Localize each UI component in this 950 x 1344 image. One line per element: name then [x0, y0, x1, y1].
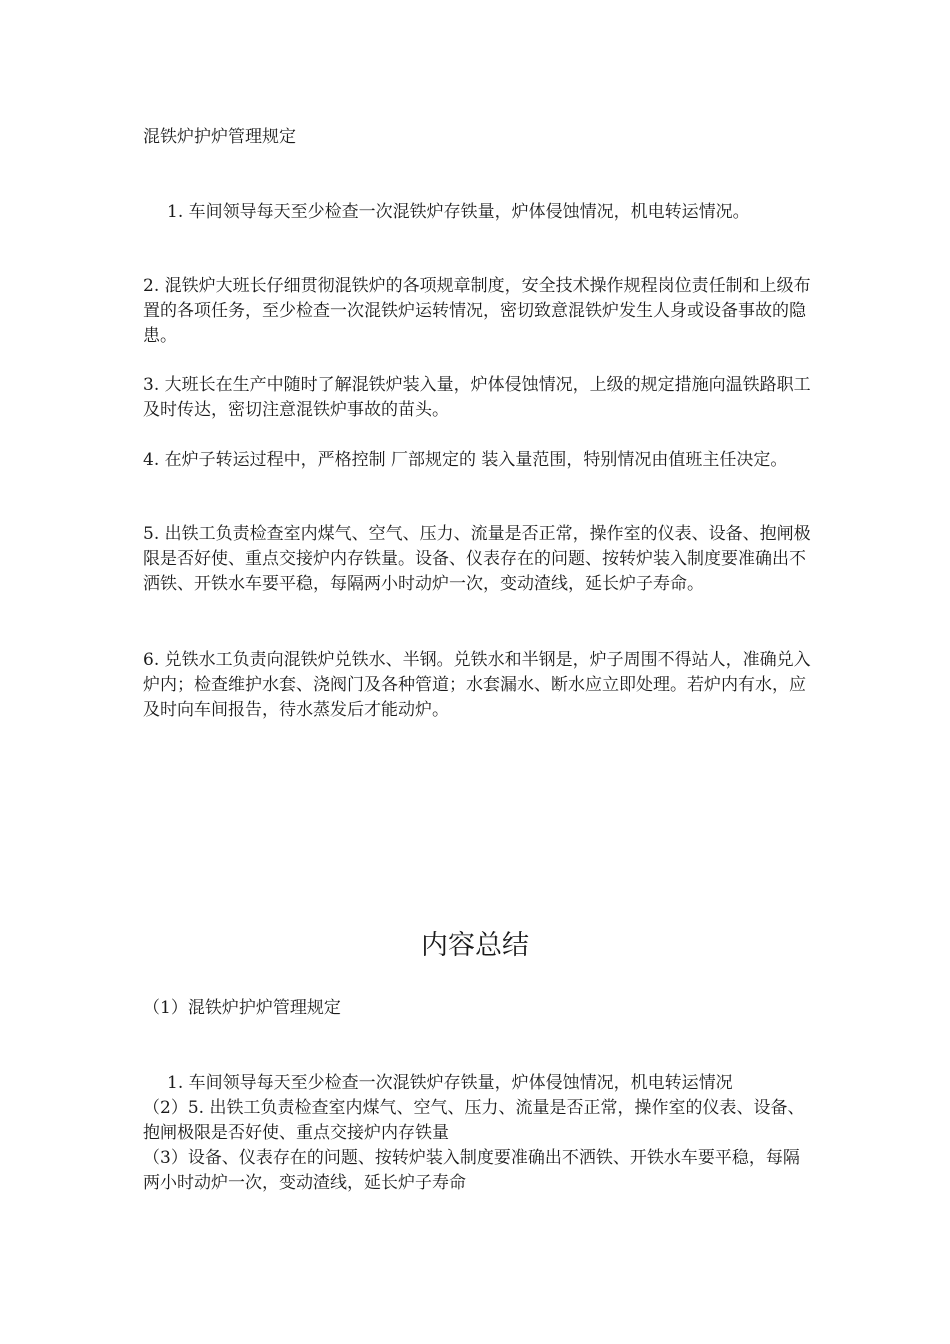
summary-subtitle: （1）混铁炉护炉管理规定: [143, 998, 341, 1018]
paragraph-2: 2. 混铁炉大班长仔细贯彻混铁炉的各项规章制度，安全技术操作规程岗位责任制和上级布置的各项任务，至少检查一次混铁炉运转情况，密切致意混铁炉发生人身或设备事故的隐患。: [143, 276, 811, 346]
paragraph-1: 1. 车间领导每天至少检查一次混铁炉存铁量，炉体侵蚀情况，机电转运情况。: [167, 202, 750, 222]
document-title: 混铁炉护炉管理规定: [143, 127, 296, 147]
summary-heading: 内容总结: [421, 930, 529, 961]
paragraph-5: 5. 出铁工负责检查室内煤气、空气、压力、流量是否正常，操作室的仪表、设备、抱闸极限是否好使、重点交接炉内存铁量。设备、仪表存在的问题、按转炉装入制度要准确出不洒铁、开铁水车要平稳，每隔两小时动炉一次，变动渣线，延长炉子寿命。: [143, 524, 811, 594]
paragraph-3: 3. 大班长在生产中随时了解混铁炉装入量，炉体侵蚀情况，上级的规定措施向温铁路职工及时传达，密切注意混铁炉事故的苗头。: [143, 375, 811, 420]
paragraph-6: 6. 兑铁水工负责向混铁炉兑铁水、半钢。兑铁水和半钢是，炉子周围不得站人，准确兑入炉内；检查维护水套、浇阀门及各种管道；水套漏水、断水应立即处理。若炉内有水，应及时向车间报告，待水蒸发后才能动炉。: [143, 650, 811, 720]
summary-item-3: （3）设备、仪表存在的问题、按转炉装入制度要准确出不洒铁、开铁水车要平稳，每隔两小时动炉一次，变动渣线，延长炉子寿命: [143, 1148, 800, 1193]
summary-item-1: 1. 车间领导每天至少检查一次混铁炉存铁量，炉体侵蚀情况，机电转运情况: [167, 1073, 733, 1093]
summary-item-2: （2）5. 出铁工负责检查室内煤气、空气、压力、流量是否正常，操作室的仪表、设备、抱闸极限是否好使、重点交接炉内存铁量: [143, 1098, 805, 1143]
summary-list: [143, 1071, 811, 1196]
paragraph-4: 4. 在炉子转运过程中，严格控制 厂部规定的 装入量范围，特别情况由值班主任决定。: [143, 450, 788, 470]
